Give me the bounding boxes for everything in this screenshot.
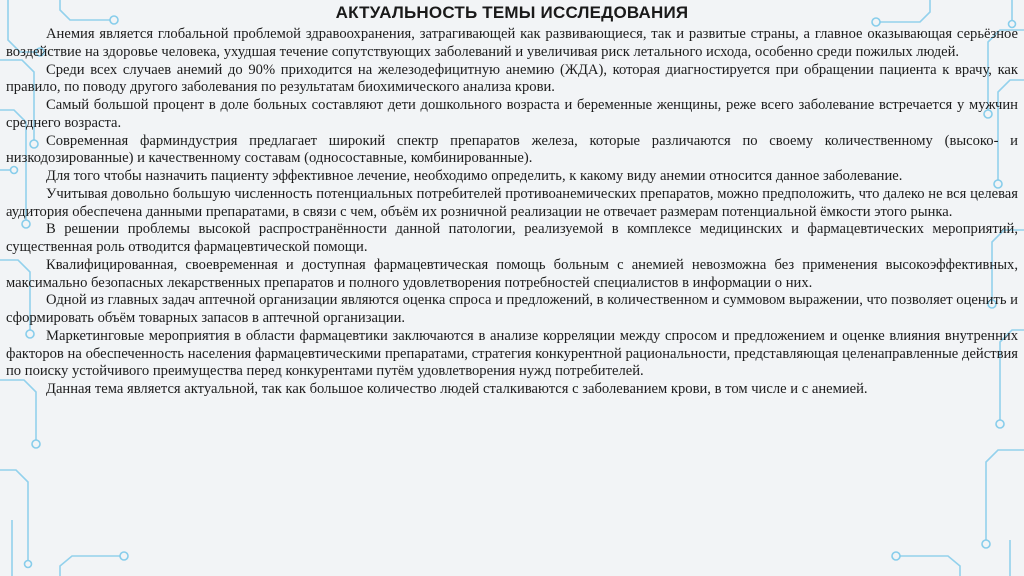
paragraph: Среди всех случаев анемий до 90% приходится на железодефицитную анемию (ЖДА), которая диагностируется при обращении пациента к врачу, как правило, по поводу другого заболевания по результатам биохимического анализа крови. bbox=[6, 61, 1018, 96]
paragraph: Анемия является глобальной проблемой здравоохранения, затрагивающей как развивающиеся, так и развитые страны, а главное оказывающая серьёзное воздействие на здоровье человека, ухудшая течение сопутствующих заболеваний и увеличивая риск летального исхода, особенно среди пожилых людей. bbox=[6, 26, 1018, 60]
slide-title: АКТУАЛЬНОСТЬ ТЕМЫ ИССЛЕДОВАНИЯ bbox=[335, 3, 689, 22]
paragraph: Учитывая довольно большую численность потенциальных потребителей противоанемических препаратов, можно предположить, что далеко не вся целевая аудитория обеспечена данными препаратами, в связи с чем, объём их розничной реализации не отвечает размерам потенциальной ёмкости этого рынка. bbox=[6, 185, 1018, 220]
paragraph: Одной из главных задач аптечной организации являются оценка спроса и предложений, в количественном и суммовом выражении, что позволяет оценить и сформировать объём товарных запасов в аптечной организации. bbox=[6, 292, 1018, 326]
paragraph: Квалифицированная, своевременная и доступная фармацевтическая помощь больным с анемией невозможна без применения высокоэффективных, максимально безопасных лекарственных препаратов и полного удовлетворения потребностей специалистов в информации о них. bbox=[6, 256, 1018, 291]
paragraph: Данная тема является актуальной, так как большое количество людей сталкиваются с заболеванием крови, в том числе и с анемией. bbox=[46, 381, 868, 397]
paragraph: Самый большой процент в доле больных составляют дети дошкольного возраста и беременные женщины, реже всего заболевание встречается у мужчин среднего возраста. bbox=[6, 97, 1018, 131]
paragraph: Для того чтобы назначить пациенту эффективное лечение, необходимо определить, к какому виду анемии относится данное заболевание. bbox=[46, 168, 903, 184]
paragraph: В решении проблемы высокой распространённости данной патологии, реализуемой в комплексе медицинских и фармацевтических мероприятий, существенная роль отводится фармацевтической помощи. bbox=[6, 221, 1018, 255]
paragraph: Маркетинговые мероприятия в области фармацевтики заключаются в анализе корреляции между спросом и предложением и оценке влияния внутренних факторов на обеспеченность населения фармацевтическими препаратами, стратегия конкурентной рациональности, представляющая целенаправленные действия по поиску устойчивого преимущества перед конкурентами путём удовлетворения нужд потребителей. bbox=[6, 327, 1018, 380]
paragraph: Современная фарминдустрия предлагает широкий спектр препаратов железа, которые различаются по своему количественному (высоко- и низкодозированные) и качественному составам (односоставные, комбинированные). bbox=[6, 132, 1018, 167]
slide-body bbox=[6, 26, 1018, 399]
